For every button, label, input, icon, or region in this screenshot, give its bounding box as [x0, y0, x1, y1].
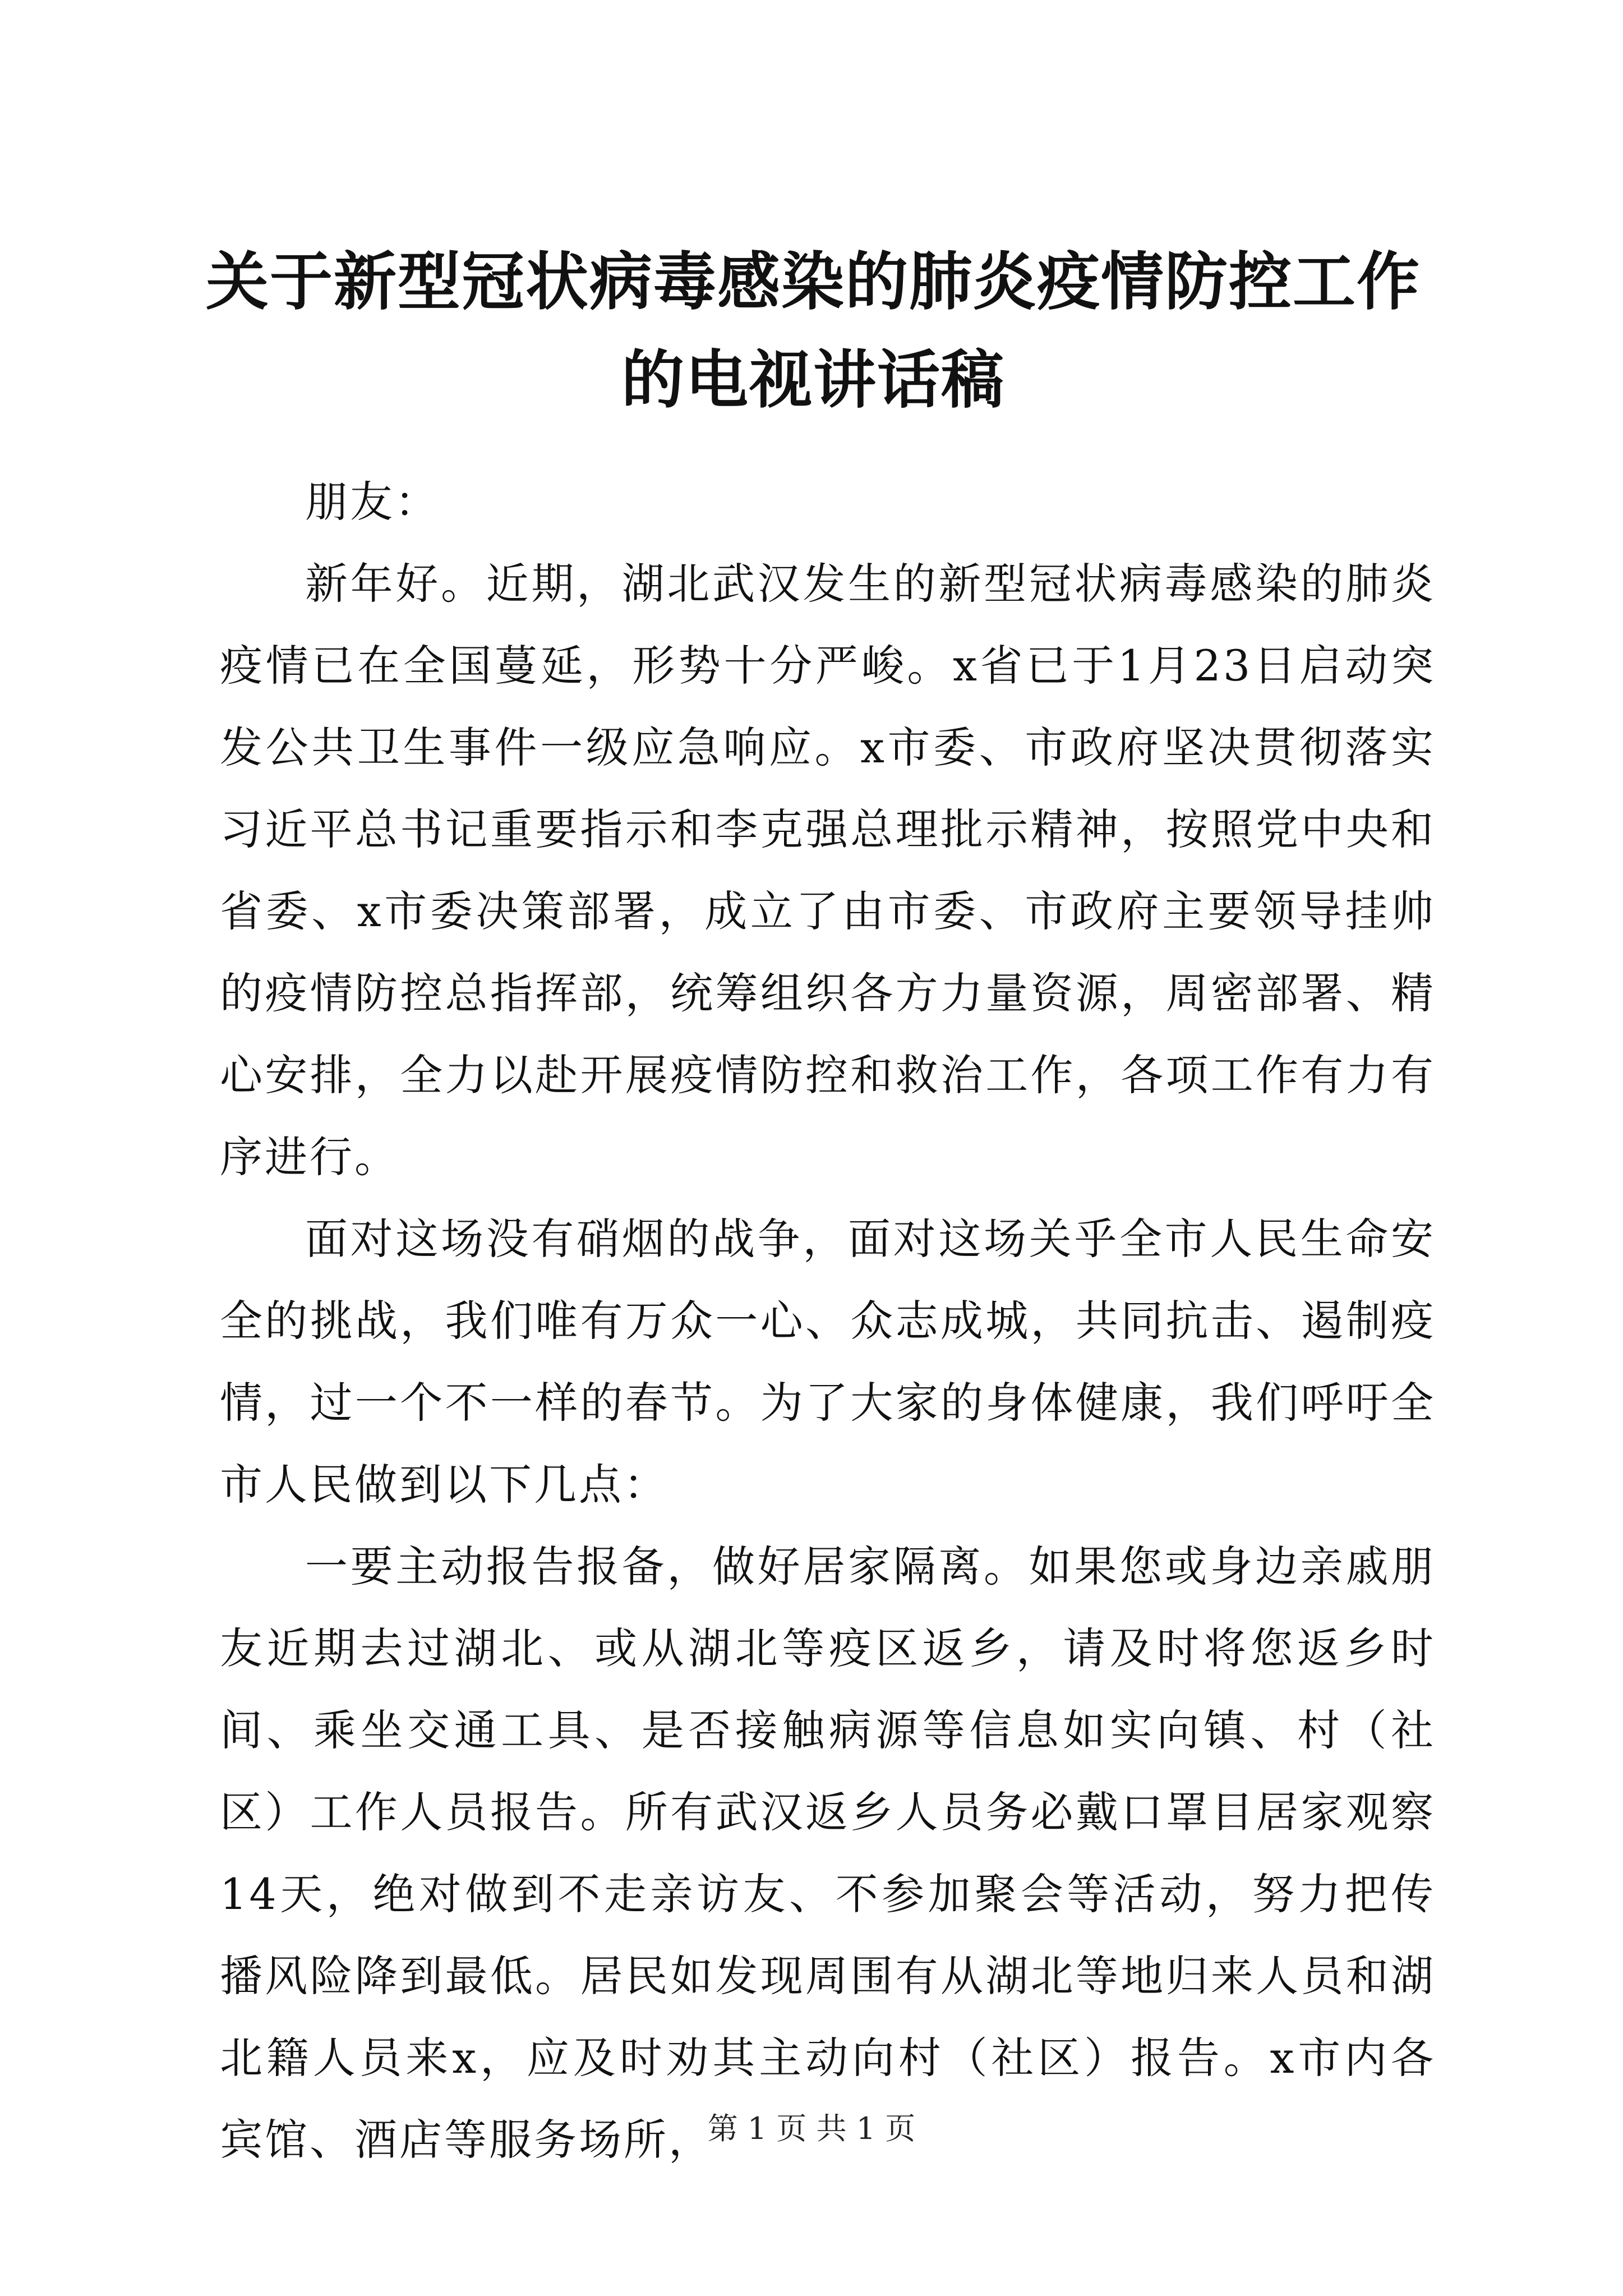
paragraph: 一要主动报告报备，做好居家隔离。如果您或身边亲戚朋友近期去过湖北、或从湖北等疫区返乡，请及时将您返乡时间、乘坐交通工具、是否接触病源等信息如实向镇、村（社区）工作人员报告。所有武汉返乡人员务必戴口罩目居家观察14天，绝对做到不走亲访友、不参加聚会等活动，努力把传播风险降到最低。居民如发现周围有从湖北等地归来人员和湖北籍人员来x，应及时劝其主动向村（社区）报告。x市内各宾馆、酒店等服务场所， — [220, 1542, 1436, 2165]
paragraph: 面对这场没有硝烟的战争，面对这场关乎全市人民生命安全的挑战，我们唯有万众一心、众志成城，共同抗击、遏制疫情，过一个不一样的春节。为了大家的身体健康，我们呼吁全市人民做到以下几点： — [220, 1214, 1436, 1510]
paragraph: 新年好。近期，湖北武汉发生的新型冠状病毒感染的肺炎疫情已在全国蔓延，形势十分严峻。x省已于1月23日启动突发公共卫生事件一级应急响应。x市委、市政府坚决贯彻落实习近平总书记重要指示和李克强总理批示精神，按照党中央和省委、x市委决策部署，成立了由市委、市政府主要领导挂帅的疫情防控总指挥部，统筹组织各方力量资源，周密部署、精心安排，全力以赴开展疫情防控和救治工作，各项工作有力有序进行。 — [220, 559, 1436, 1182]
document-body — [220, 461, 1436, 2181]
document-title: 关于新型冠状病毒感染的肺炎疫情防控工作的电视讲话稿 — [206, 245, 1421, 417]
salutation: 朋友： — [305, 477, 440, 527]
page-number-footer: 第 1 页 共 1 页 — [707, 2111, 916, 2146]
